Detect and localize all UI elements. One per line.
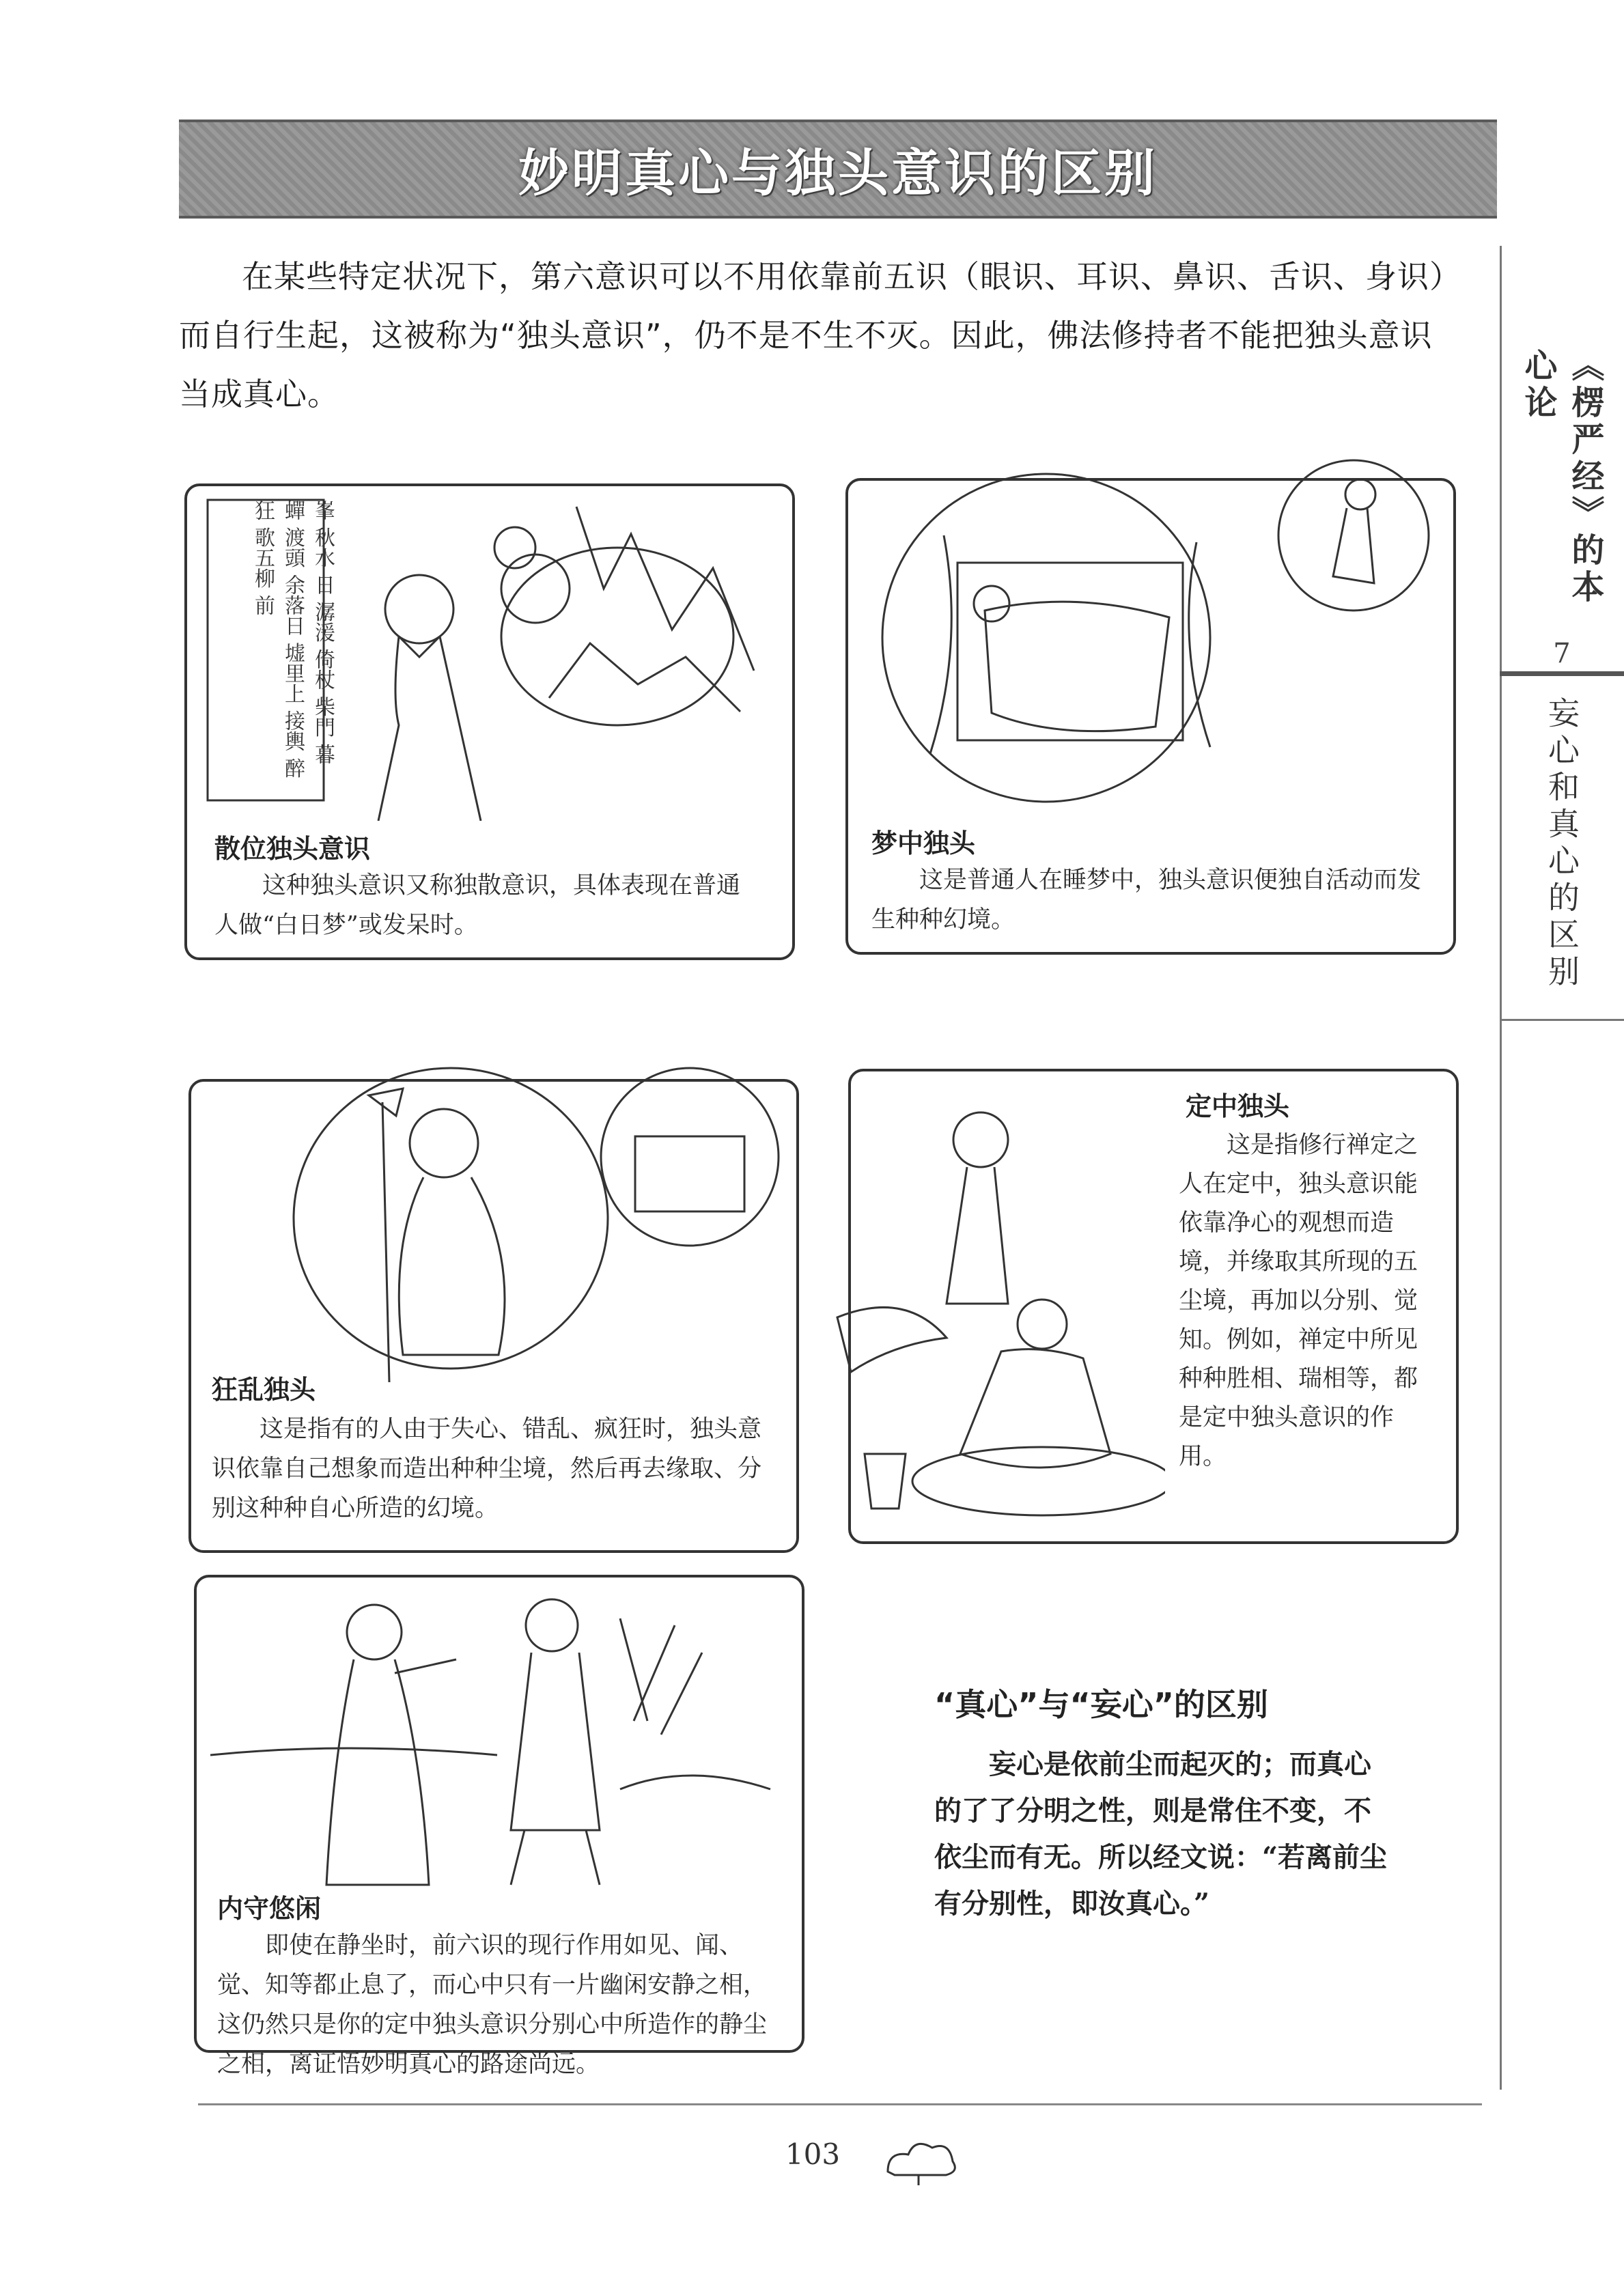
panel-title: 内守悠闲 [217, 1894, 322, 1924]
side-chapter-number: 7 [1553, 638, 1571, 669]
intro-paragraph: 在某些特定状况下，第六意识可以不用依靠前五识（眼识、耳识、鼻识、舌识、身识）而自行生起，这被称为“独头意识”，仍不是不生不灭。因此，佛法修持者不能把独头意识当成真心。 [179, 258, 1446, 412]
side-section-title: 妄心和真心的区别 [1543, 697, 1580, 992]
panel-text: 这种独头意识又称独散意识，具体表现在普通人做“白日梦”或发呆时。 [214, 872, 741, 939]
panel-title: 散位独头意识 [214, 834, 371, 864]
side-tab-book [1500, 348, 1624, 669]
panel-text: 这是指修行禅定之人在定中，独头意识能依靠净心的观想而造境，并缘取其所现的五尘境，再加以分别、觉知。例如，禅定中所见种种胜相、瑞相等，都是定中独头意识的作用。 [1179, 1132, 1418, 1470]
panel-dream [845, 478, 1456, 955]
panel-scattered [184, 483, 795, 960]
page-title: 妙明真心与独头意识的区别 [518, 143, 1158, 203]
illustration-monks [210, 1584, 784, 1892]
illustration-madman [198, 1041, 792, 1410]
panel-text: 这是指有的人由于失心、错乱、疯狂时，独头意识依靠自己想象而造出种种尘境，然后再去缘取、分别这种种自心所造的幻境。 [212, 1416, 762, 1522]
footer-rule [198, 2103, 1482, 2105]
true-false-heading: “真心”与“妄心”的区别 [934, 1686, 1268, 1723]
illustration-dream [855, 440, 1449, 822]
side-rule [1500, 671, 1624, 676]
panel-frenzy [188, 1079, 799, 1553]
poem-scroll: 峯 秋水 日 潺湲 倚杖 柴門 暮 蟬 渡頭 余落日 墟里上 接輿 醉狂 歌五柳 前 [251, 500, 335, 779]
illustration-meditation [824, 1099, 1165, 1536]
panel-text: 这是普通人在睡梦中，独头意识便独自活动而发生种种幻境。 [871, 867, 1422, 934]
panel-title: 定中独头 [1186, 1091, 1290, 1121]
panel-title: 狂乱独头 [212, 1375, 316, 1405]
page-number: 103 [785, 2137, 841, 2171]
cloud-ornament-icon [881, 2131, 963, 2185]
true-false-text: 妄心是依前尘而起灭的；而真心的了了分明之性，则是常住不变，不依尘而有无。所以经文说：“若离前尘有分别性，即汝真心。” [934, 1748, 1388, 1920]
side-rule [1500, 1019, 1624, 1021]
panel-title: 梦中独头 [871, 828, 976, 858]
title-banner [179, 120, 1497, 219]
panel-text: 即使在静坐时，前六识的现行作用如见、闻、觉、知等都止息了，而心中只有一片幽闲安静之相，这仍然只是你的定中独头意识分别心中所造作的静尘之相，离证悟妙明真心的路途尚远。 [217, 1932, 768, 2078]
panel-meditation [848, 1069, 1459, 1544]
panel-inner-leisure [194, 1575, 804, 2078]
side-book-title: 《楞严经》的本心论 [1519, 348, 1604, 606]
side-tab-section [1500, 676, 1624, 1038]
